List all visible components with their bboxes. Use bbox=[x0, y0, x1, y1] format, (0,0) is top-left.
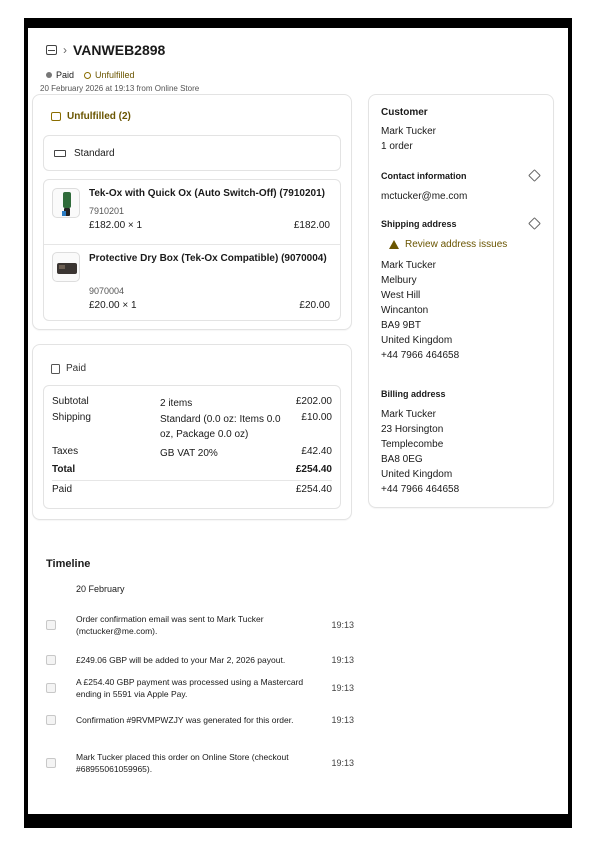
customer-section bbox=[381, 107, 541, 154]
timeline-date: 20 February bbox=[76, 584, 125, 594]
paid-dot-icon bbox=[46, 72, 52, 78]
timeline-event[interactable] bbox=[46, 714, 356, 728]
unfulfilled-dot-icon bbox=[84, 72, 91, 79]
timeline-event-time: 19:13 bbox=[331, 683, 354, 693]
payment-summary bbox=[43, 385, 341, 509]
timeline-title: Timeline bbox=[46, 558, 91, 570]
summary-divider bbox=[52, 480, 332, 481]
timeline-checkbox[interactable] bbox=[46, 655, 56, 665]
line-item[interactable] bbox=[44, 180, 340, 244]
summary-label: Total bbox=[52, 464, 76, 475]
review-address-label[interactable]: Review address issues bbox=[405, 239, 508, 250]
product-image[interactable] bbox=[52, 188, 80, 218]
unfulfilled-icon bbox=[51, 112, 61, 121]
payment-card bbox=[32, 344, 352, 520]
shipping-method-label: Standard bbox=[74, 147, 115, 159]
truck-icon bbox=[54, 150, 66, 157]
address-line: Templecombe bbox=[381, 439, 444, 450]
receipt-check-icon bbox=[51, 364, 60, 374]
customer-email-link[interactable]: mctucker@me.com bbox=[381, 191, 468, 202]
shipping-address-lines bbox=[381, 258, 541, 363]
billing-address-heading: Billing address bbox=[381, 389, 446, 399]
address-line: United Kingdom bbox=[381, 469, 453, 480]
item-price-qty: £182.00 × 1 bbox=[89, 220, 143, 231]
address-phone: +44 7966 464658 bbox=[381, 484, 460, 495]
summary-detail: Standard (0.0 oz: Items 0.0 oz, Package 0.0 oz) bbox=[160, 414, 281, 440]
timeline-event-time: 19:13 bbox=[331, 620, 354, 630]
summary-label: Subtotal bbox=[52, 396, 89, 407]
fulfillment-title-label: Unfulfilled (2) bbox=[67, 111, 131, 122]
timeline-event[interactable] bbox=[46, 676, 356, 702]
customer-orders-link[interactable]: 1 order bbox=[381, 141, 413, 152]
timeline-checkbox[interactable] bbox=[46, 683, 56, 693]
warning-icon bbox=[389, 240, 399, 249]
item-price-qty: £20.00 × 1 bbox=[89, 300, 137, 311]
address-line: BA9 9BT bbox=[381, 320, 422, 331]
summary-detail: GB VAT 20% bbox=[160, 448, 218, 459]
shipping-address-section bbox=[381, 219, 541, 363]
item-sku: 9070004 bbox=[89, 286, 125, 296]
timeline-checkbox[interactable] bbox=[46, 715, 56, 725]
summary-amount: £202.00 bbox=[295, 396, 332, 407]
address-line: Wincanton bbox=[381, 305, 429, 316]
address-line: Mark Tucker bbox=[381, 260, 437, 271]
shipping-address-heading: Shipping address bbox=[381, 219, 457, 229]
timeline-event[interactable] bbox=[46, 613, 356, 639]
fulfillment-title bbox=[51, 111, 131, 122]
address-line: Mark Tucker bbox=[381, 409, 437, 420]
billing-address-lines bbox=[381, 407, 541, 497]
order-title: VANWEB2898 bbox=[73, 42, 166, 58]
paid-badge bbox=[46, 70, 74, 80]
payment-title bbox=[51, 363, 86, 374]
item-total: £20.00 bbox=[299, 300, 330, 311]
summary-label: Taxes bbox=[52, 446, 79, 457]
customer-card bbox=[368, 94, 554, 508]
unfulfilled-badge-label: Unfulfilled bbox=[95, 70, 135, 80]
timeline-event-text: £249.06 GBP will be added to your Mar 2, 2026 payout. bbox=[76, 655, 286, 665]
contact-heading: Contact information bbox=[381, 171, 467, 181]
timeline-event-text: Order confirmation email was sent to Mark Tucker (mctucker@me.com). bbox=[76, 614, 264, 636]
summary-label: Paid bbox=[52, 484, 73, 495]
shipping-method-box bbox=[43, 135, 341, 171]
summary-amount: £10.00 bbox=[301, 412, 332, 423]
address-phone: +44 7966 464658 bbox=[381, 350, 460, 361]
fulfillment-card bbox=[32, 94, 352, 330]
address-line: United Kingdom bbox=[381, 335, 453, 346]
order-subline: 20 February 2026 at 19:13 from Online Store bbox=[40, 84, 200, 93]
contact-section bbox=[381, 171, 541, 204]
customer-heading: Customer bbox=[381, 107, 428, 118]
timeline-event[interactable] bbox=[46, 751, 356, 777]
order-page bbox=[28, 28, 568, 814]
address-line: 23 Horsington bbox=[381, 424, 444, 435]
customer-name-link[interactable]: Mark Tucker bbox=[381, 126, 437, 137]
item-total: £182.00 bbox=[293, 220, 330, 231]
timeline-event-text: Mark Tucker placed this order on Online Store (checkout #68955061059965). bbox=[76, 752, 289, 774]
timeline-event-time: 19:13 bbox=[331, 655, 354, 665]
order-box-icon[interactable] bbox=[46, 45, 57, 55]
summary-amount: £254.40 bbox=[295, 484, 332, 495]
summary-amount: £254.40 bbox=[295, 464, 332, 475]
chevron-right-icon: › bbox=[63, 43, 67, 57]
summary-detail: 2 items bbox=[160, 398, 193, 409]
summary-label: Shipping bbox=[52, 412, 91, 423]
item-name[interactable]: Protective Dry Box (Tek-Ox Compatible) (9070004) bbox=[89, 253, 327, 264]
payment-title-label: Paid bbox=[66, 363, 87, 374]
timeline-event-time: 19:13 bbox=[331, 715, 354, 725]
line-item[interactable] bbox=[44, 244, 340, 322]
billing-address-section bbox=[381, 389, 541, 497]
line-items bbox=[43, 179, 341, 321]
paid-badge-label: Paid bbox=[56, 70, 75, 80]
address-line: BA8 0EG bbox=[381, 454, 423, 465]
address-line: West Hill bbox=[381, 290, 421, 301]
item-name[interactable]: Tek-Ox with Quick Ox (Auto Switch-Off) (7910201) bbox=[89, 188, 325, 199]
address-line: Melbury bbox=[381, 275, 417, 286]
timeline-checkbox[interactable] bbox=[46, 758, 56, 768]
product-image[interactable] bbox=[52, 252, 80, 282]
timeline-event-text: A £254.40 GBP payment was processed using a Mastercard ending in 5591 via Apple Pay. bbox=[76, 677, 304, 699]
timeline-checkbox[interactable] bbox=[46, 620, 56, 630]
order-header bbox=[46, 42, 165, 58]
timeline-event-time: 19:13 bbox=[331, 758, 354, 768]
item-sku: 7910201 bbox=[89, 206, 125, 216]
timeline-event[interactable] bbox=[46, 654, 356, 668]
status-badges bbox=[46, 70, 135, 80]
unfulfilled-badge bbox=[84, 70, 135, 80]
timeline-event-text: Confirmation #9RVMPWZJY was generated for this order. bbox=[76, 715, 294, 725]
review-address-link[interactable] bbox=[381, 239, 541, 250]
summary-amount: £42.40 bbox=[301, 446, 332, 457]
